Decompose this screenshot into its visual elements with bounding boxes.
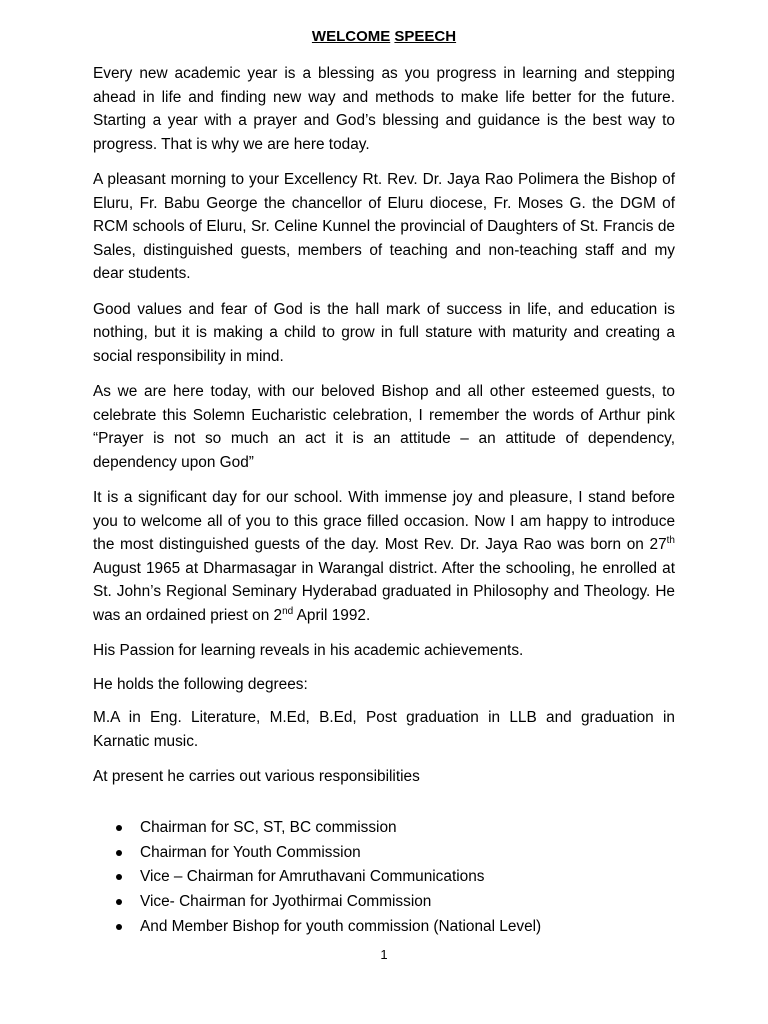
paragraph-greeting: A pleasant morning to your Excellency Rt. Rev. Dr. Jaya Rao Polimera the Bishop of Eluru, Fr. Babu George the chancellor of Eluru diocese, Fr. Moses G. the DGM of RCM schools of Eluru, Sr. Celine Kunnel the provincial of Daughters of St. Francis de Sales, distinguished guests, members of teaching and non-teaching staff and my dear students. [93, 171, 675, 282]
document-body [93, 62, 675, 801]
paragraph-intro: Every new academic year is a blessing as you progress in learning and stepping ahead in life and finding new way and methods to make life better for the future. Starting a year with a prayer and God’s blessing and guidance is the best way to progress. That is why we are here today. [93, 65, 675, 153]
document-title [0, 27, 768, 47]
paragraph-responsibilities-heading: At present he carries out various responsibilities [93, 768, 420, 785]
paragraph-bishop-bio: It is a significant day for our school. With immense joy and pleasure, I stand before you to welcome all of you to this grace filled occasion. Now I am happy to introduce the most distinguished guests of the day. Most Rev. Dr. Jaya Rao was born on 27th August 1965 at Dharmasagar in Warangal district. After the schooling, he enrolled at St. John’s Regional Seminary Hyderabad graduated in Philosophy and Theology. He was an ordained priest on 2nd April 1992. [93, 489, 675, 624]
list-item: Vice- Chairman for Jyothirmai Commission [113, 890, 673, 915]
title-welcome: WELCOME [311, 28, 391, 45]
bullet-icon [116, 850, 122, 856]
responsibilities-list [113, 816, 673, 940]
bullet-icon [116, 924, 122, 930]
paragraph-degrees: M.A in Eng. Literature, M.Ed, B.Ed, Post graduation in LLB and graduation in Karnatic music. [93, 709, 675, 750]
page-number: 1 [380, 947, 388, 962]
paragraph-quote: As we are here today, with our beloved Bishop and all other esteemed guests, to celebrate this Solemn Eucharistic celebration, I remember the words of Arthur pink “Prayer is not so much an act it is an attitude – an attitude of dependency, dependency upon God” [93, 383, 675, 471]
bullet-icon [116, 874, 122, 880]
list-item: Chairman for Youth Commission [113, 841, 673, 866]
paragraph-passion: His Passion for learning reveals in his academic achievements. [93, 642, 524, 659]
title-speech: SPEECH [394, 28, 457, 45]
bullet-icon [116, 825, 122, 831]
paragraph-degrees-heading: He holds the following degrees: [93, 675, 308, 693]
list-item: And Member Bishop for youth commission (National Level) [113, 915, 673, 940]
list-item: Vice – Chairman for Amruthavani Communications [113, 865, 673, 890]
paragraph-values: Good values and fear of God is the hall mark of success in life, and education is nothing, but it is making a child to grow in full stature with maturity and creating a social responsibility in mind. [93, 300, 675, 365]
list-item: Chairman for SC, ST, BC commission [113, 816, 673, 841]
bullet-icon [116, 899, 122, 905]
